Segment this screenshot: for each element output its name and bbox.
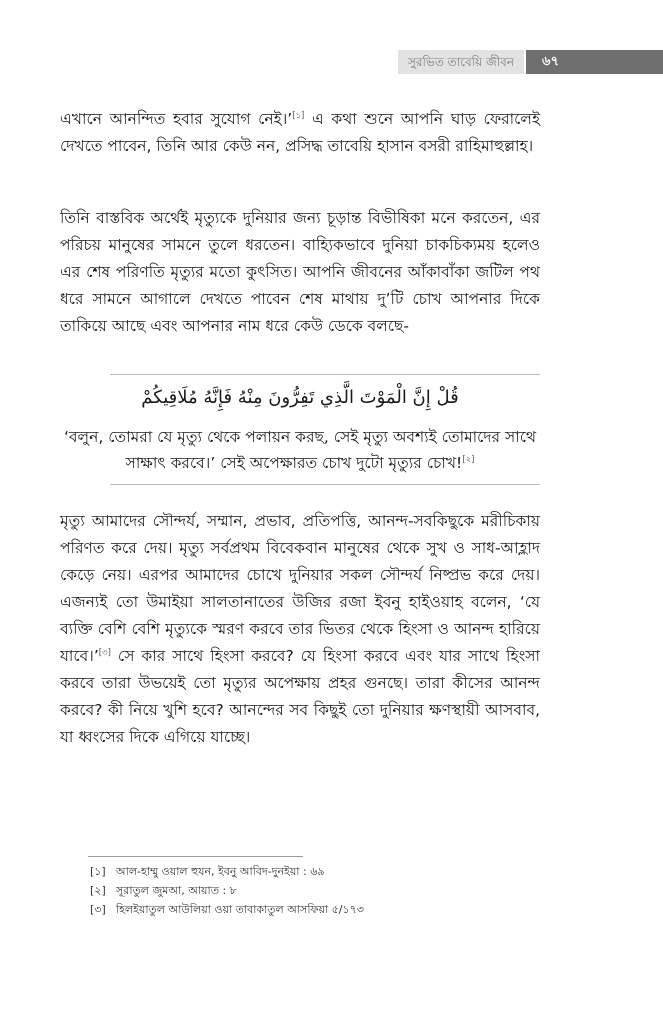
verse-divider-bottom bbox=[110, 484, 540, 485]
footnote-number: [১] bbox=[90, 865, 106, 878]
footnote-ref-1[interactable]: [১] bbox=[292, 110, 305, 121]
footnote-item bbox=[90, 862, 540, 881]
verse-divider-top bbox=[110, 374, 540, 375]
paragraph-1-text-b: এ কথা শুনে আপনি ঘাড় ফেরালেই দেখতে পাবেন, তিনি আর কেউ নন, প্রসিদ্ধ তাবেয়ি হাসান বসরী রাহিমাহুল্লাহ। bbox=[60, 110, 541, 155]
paragraph-3-text-a: মৃত্যু আমাদের সৌন্দর্য, সম্মান, প্রভাব, প্রতিপত্তি, আনন্দ-সবকিছুকে মরীচিকায় পরিণত করে দেয়। মৃত্যু সর্বপ্রথম বিবেকবান মানুষের থেকে সুখ ও সাধ-আহ্লাদ কেড়ে নেয়। এরপর আমাদের চোখে দুনিয়ার সকল সৌন্দর্য নিষ্প্রভ করে দেয়। এজন্যই তো উমাইয়া সালতানাতের উজির রজা ইবনু হাইওয়াহ বলেন, ‘যে ব্যক্তি বেশি বেশি মৃত্যুকে স্মরণ করবে তার ভিতর থেকে হিংসা ও আনন্দ হারিয়ে যাবে।’ bbox=[60, 512, 540, 665]
verse-translation bbox=[60, 424, 540, 476]
footnote-divider bbox=[88, 856, 303, 857]
paragraph-1-text-a: এখানে আনন্দিত হবার সুযোগ নেই।’ bbox=[60, 110, 293, 128]
quran-verse: قُلْ إِنَّ الْمَوْتَ الَّذِي تَفِرُّونَ مِنْهُ فَإِنَّهُ مُلَاقِيكُمْ bbox=[141, 387, 459, 408]
footnote-item bbox=[90, 900, 540, 919]
footnote-number: [৩] bbox=[90, 903, 106, 916]
running-header bbox=[398, 50, 663, 74]
paragraph-3-text-b: সে কার সাথে হিংসা করবে? যে হিংসা করবে এবং যার সাথে হিংসা করবে তারা উভয়েই তো মৃত্যুর অপেক্ষায় প্রহর গুনছে। তারা কীসের আনন্দ করবে? কী নিয়ে খুশি হবে? আনন্দের সব কিছুই তো দুনিয়ার ক্ষণস্থায়ী আসবাব, যা ধ্বংসের দিকে এগিয়ে যাচ্ছে। bbox=[60, 647, 540, 746]
footnote-number: [২] bbox=[90, 884, 106, 897]
footnotes-list bbox=[90, 862, 540, 919]
paragraph-2: তিনি বাস্তবিক অর্থেই মৃত্যুকে দুনিয়ার জন্য চূড়ান্ত বিভীষিকা মনে করতেন, এর পরিচয় মানুষের সামনে তুলে ধরতেন। বাহ্যিকভাবে দুনিয়া চাকচিক্যময় হলেও এর শেষ পরিণতি মৃত্যুর মতো কুৎসিত। আপনি জীবনের আঁকাবাঁকা জটিল পথ ধরে সামনে আগালে দেখতে পাবেন শেষ মাথায় দু’টি চোখ আপনার দিকে তাকিয়ে আছে এবং আপনার নাম ধরে কেউ ডেকে বলছে- bbox=[60, 209, 540, 335]
book-title: সুরভিত তাবেয়ি জীবন bbox=[398, 50, 524, 74]
footnote-text: সূরাতুল জুমআ, আয়াত : ৮ bbox=[116, 884, 237, 897]
footnote-item bbox=[90, 881, 540, 900]
translation-text: ‘বলুন, তোমরা যে মৃত্যু থেকে পলায়ন করছ, সেই মৃত্যু অবশ্যই তোমাদের সাথে সাক্ষাৎ করবে।’ সেই অপেক্ষারত চোখ দুটো মৃত্যুর চোখ! bbox=[63, 428, 537, 472]
footnote-text: হিলইয়াতুল আউলিয়া ওয়া তাবাকাতুল আসফিয়া ৫/১৭৩ bbox=[116, 903, 364, 916]
footnote-ref-3[interactable]: [৩] bbox=[98, 647, 111, 658]
footnote-ref-2[interactable]: [২] bbox=[462, 454, 475, 465]
paragraph-1 bbox=[60, 106, 540, 160]
footnote-text: আল-হাম্মু ওয়াল হুযন, ইবনু আবিদ-দুনইয়া : ৬৯ bbox=[116, 865, 325, 878]
page-number: ৬৭ bbox=[526, 50, 663, 74]
paragraph-3 bbox=[60, 508, 540, 751]
